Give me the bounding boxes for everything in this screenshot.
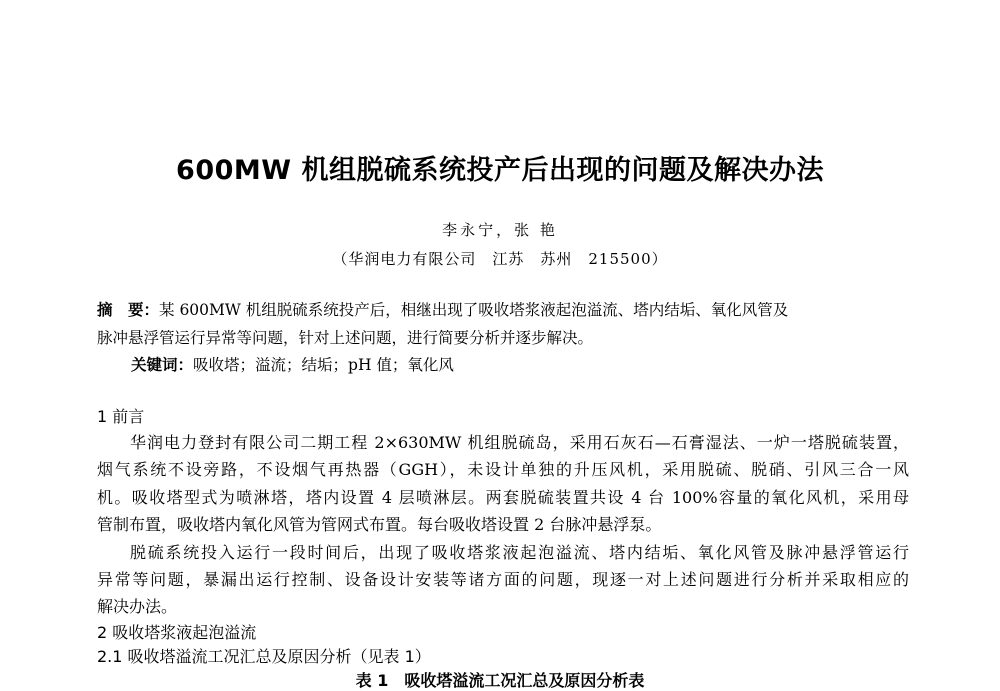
keywords-text: 吸收塔；溢流；结垢；pH 值；氧化风 [193,356,454,374]
table-1-caption: 表 1 吸收塔溢流工况汇总及原因分析表 [355,671,645,690]
keywords-label: 关键词： [131,356,194,374]
para1-line-4: 管制布置，吸收塔内氧化风管为管网式布置。每台吸收塔设置 2 台脉冲悬浮泵。 [97,515,662,534]
para2-line-2: 异常等问题，暴漏出运行控制、设备设计安装等诸方面的问题，现逐一对上述问题进行分析并采取相应的 [97,570,909,589]
section-2-heading: 2 吸收塔浆液起泡溢流 [97,623,257,642]
abstract-line-1 [97,298,912,320]
para1-line-3: 机。吸收塔型式为喷淋塔，塔内设置 4 层喷淋层。两套脱硫装置共设 4 台 100%容量的氧化风机，采用母 [97,488,909,507]
para1-line-2: 烟气系统不设旁路，不设烟气再热器（GGH），未设计单独的升压风机，采用脱硫、脱硝、引风三合一风 [97,460,909,479]
keywords-line [131,353,946,375]
abstract-label: 摘 要： [97,301,160,319]
para2-line-1: 脱硫系统投入运行一段时间后，出现了吸收塔浆液起泡溢流、塔内结垢、氧化风管及脉冲悬浮管运行 [130,543,909,562]
affiliation: （华润电力有限公司 江苏 苏州 215500） [332,250,668,268]
para2-line-3: 解决办法。 [97,597,178,616]
subsection-2-1-heading: 2.1 吸收塔溢流工况汇总及原因分析（见表 1） [97,647,431,666]
abstract-text-1: 某 600MW 机组脱硫系统投产后，相继出现了吸收塔浆液起泡溢流、塔内结垢、氧化风管及 [159,301,789,319]
para1-line-1: 华润电力登封有限公司二期工程 2×630MW 机组脱硫岛，采用石灰石—石膏湿法、一炉一塔脱硫装置， [130,433,909,452]
paper-title: 600MW 机组脱硫系统投产后出现的问题及解决办法 [176,155,824,186]
abstract-line-2: 脉冲悬浮管运行异常等问题，针对上述问题，进行简要分析并逐步解决。 [97,329,594,347]
section-1-heading: 1 前言 [97,407,145,426]
authors: 李永宁，张 艳 [442,221,558,239]
